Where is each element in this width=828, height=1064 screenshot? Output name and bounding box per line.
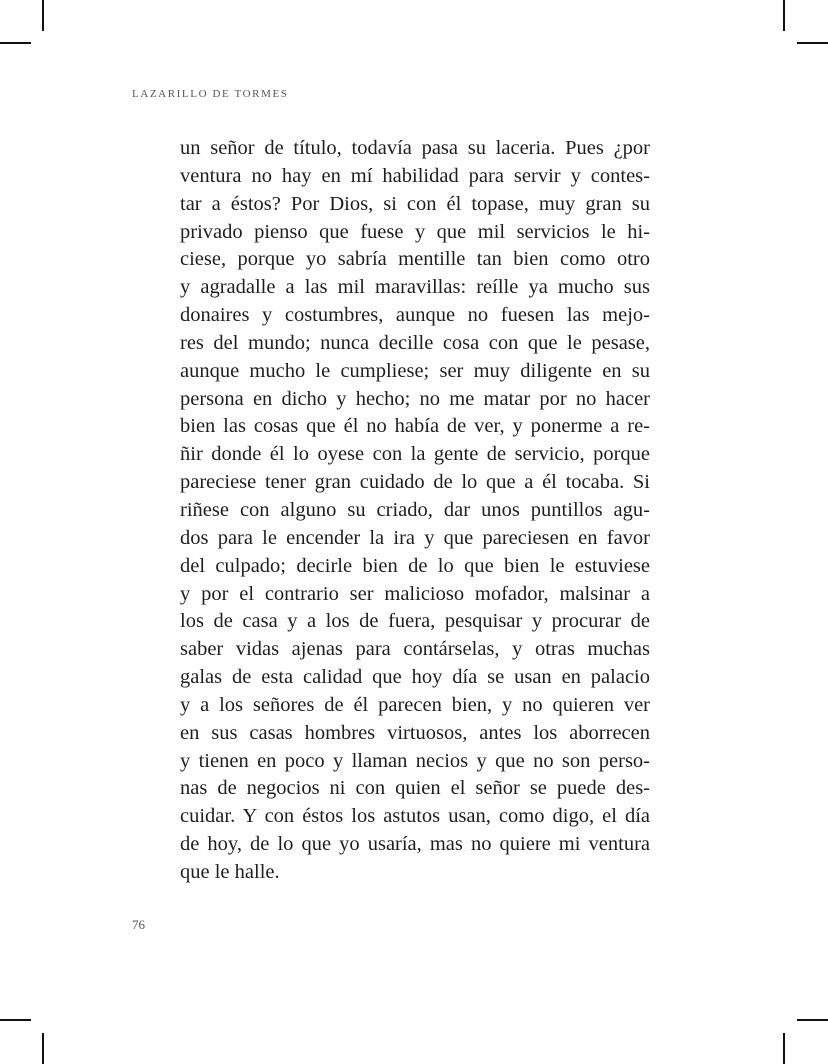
text-line: y a los señores de él parecen bien, y no quieren ver [180,693,650,716]
crop-mark-bottom-right-horizontal [797,1019,828,1021]
text-line: y tienen en poco y llaman necios y que no son perso- [180,749,650,772]
crop-mark-bottom-right-vertical [783,1033,785,1064]
text-line: del culpado; decirle bien de lo que bien le estuviese [180,554,650,577]
body-text [180,135,650,887]
text-line: y por el contrario ser malicioso mofador, malsinar a [180,582,650,605]
text-line: ñir donde él lo oyese con la gente de servicio, porque [180,443,650,466]
text-line: galas de esta calidad que hoy día se usan en palacio [180,666,650,689]
text-line: donaires y costumbres, aunque no fuesen las mejo- [180,304,650,327]
text-line: dos para le encender la ira y que pareciesen en favor [180,526,650,549]
text-line: riñese con alguno su criado, dar unos puntillos agu- [180,498,650,521]
text-line: los de casa y a los de fuera, pesquisar y procurar de [180,610,650,633]
text-line: persona en dicho y hecho; no me matar por no hacer [180,387,650,410]
page-number: 76 [132,917,145,932]
text-line: ciese, porque yo sabría mentille tan bien como otro [180,248,650,271]
running-head: LAZARILLO DE TORMES [132,88,289,100]
text-line: res del mundo; nunca decille cosa con que le pesase, [180,331,650,354]
crop-mark-top-left-vertical [42,0,44,31]
text-line: y agradalle a las mil maravillas: reílle ya mucho sus [180,276,650,299]
text-line: ventura no hay en mí habilidad para servir y contes- [180,164,650,187]
text-line: saber vidas ajenas para contárselas, y otras muchas [180,638,650,661]
text-line: en sus casas hombres virtuosos, antes los aborrecen [180,721,650,744]
crop-mark-bottom-left-horizontal [0,1019,31,1021]
text-line: que le halle. [180,860,280,883]
crop-mark-top-right-horizontal [797,42,828,44]
text-line: bien las cosas que él no había de ver, y ponerme a re- [180,415,650,438]
text-line: tar a éstos? Por Dios, si con él topase, muy gran su [180,192,650,215]
text-line: privado pienso que fuese y que mil servicios le hi- [180,220,650,243]
crop-mark-bottom-left-vertical [42,1033,44,1064]
text-line: un señor de título, todavía pasa su laceria. Pues ¿por [180,137,650,159]
crop-mark-top-right-vertical [783,0,785,31]
text-line: cuidar. Y con éstos los astutos usan, como digo, el día [180,805,650,828]
crop-mark-top-left-horizontal [0,42,31,44]
text-line: pareciese tener gran cuidado de lo que a él tocaba. Si [180,471,650,494]
text-line: nas de negocios ni con quien el señor se puede des- [180,777,650,800]
text-line: de hoy, de lo que yo usaría, mas no quiere mi ventura [180,833,650,856]
text-line: aunque mucho le cumpliese; ser muy diligente en su [180,359,650,382]
